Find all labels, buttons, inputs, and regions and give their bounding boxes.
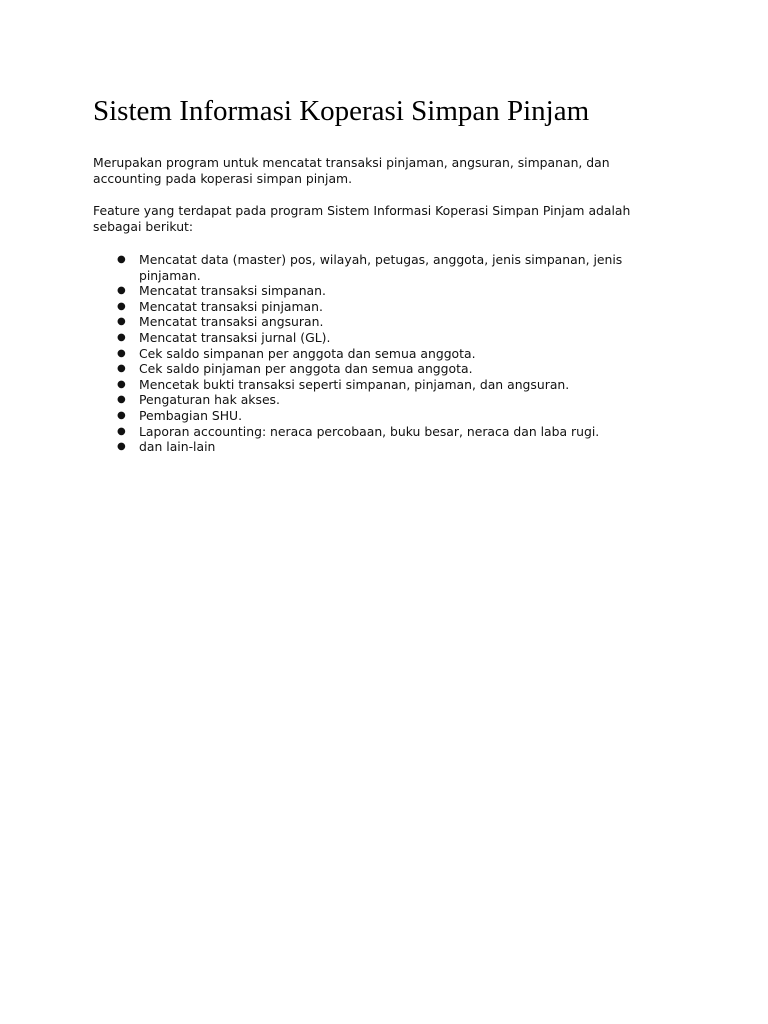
list-item-text: dan lain-lain <box>139 439 216 455</box>
features-intro-paragraph: Feature yang terdapat pada program Sistem Informasi Koperasi Simpan Pinjam adalah sebagai berikut: <box>93 203 631 234</box>
list-item-text: Mencatat transaksi simpanan. <box>139 283 326 299</box>
feature-list <box>93 252 673 455</box>
list-item-text: Mencatat transaksi pinjaman. <box>139 298 323 314</box>
intro-paragraph: Merupakan program untuk mencatat transaksi pinjaman, angsuran, simpanan, dan accounting pada koperasi simpan pinjam. <box>93 155 610 186</box>
document-page <box>93 92 673 455</box>
bullet-icon: ● <box>117 394 126 406</box>
list-item-text: Cek saldo pinjaman per anggota dan semua anggota. <box>139 361 473 377</box>
list-item <box>93 377 673 393</box>
list-item-text: Mencatat transaksi angsuran. <box>139 314 324 330</box>
bullet-icon: ● <box>117 316 126 328</box>
bullet-icon: ● <box>117 331 126 343</box>
list-item <box>93 252 673 283</box>
bullet-icon: ● <box>117 254 126 265</box>
list-item <box>93 299 673 315</box>
bullet-icon: ● <box>117 441 126 453</box>
bullet-icon: ● <box>117 363 126 375</box>
list-item <box>93 361 673 377</box>
bullet-icon: ● <box>117 425 126 437</box>
document-title: Sistem Informasi Koperasi Simpan Pinjam <box>93 95 590 127</box>
list-item-text: Mencetak bukti transaksi seperti simpanan, pinjaman, dan angsuran. <box>139 376 570 392</box>
list-item <box>93 330 673 346</box>
list-item-text: Pembagian SHU. <box>139 407 243 423</box>
list-item <box>93 439 673 455</box>
bullet-icon: ● <box>117 285 126 297</box>
list-item-text: Mencatat transaksi jurnal (GL). <box>139 329 331 345</box>
bullet-icon: ● <box>117 409 126 421</box>
bullet-icon: ● <box>117 300 126 312</box>
list-item <box>93 424 673 440</box>
list-item-text: Laporan accounting: neraca percobaan, buku besar, neraca dan laba rugi. <box>139 423 600 439</box>
list-item-text: Cek saldo simpanan per anggota dan semua anggota. <box>139 345 476 361</box>
bullet-icon: ● <box>117 347 126 359</box>
list-item <box>93 346 673 362</box>
list-item <box>93 392 673 408</box>
list-item <box>93 408 673 424</box>
list-item-text: Pengaturan hak akses. <box>139 392 280 408</box>
bullet-icon: ● <box>117 378 126 390</box>
list-item <box>93 314 673 330</box>
list-item <box>93 283 673 299</box>
list-item-text: Mencatat data (master) pos, wilayah, petugas, anggota, jenis simpanan, jenis pinjaman. <box>139 252 623 283</box>
